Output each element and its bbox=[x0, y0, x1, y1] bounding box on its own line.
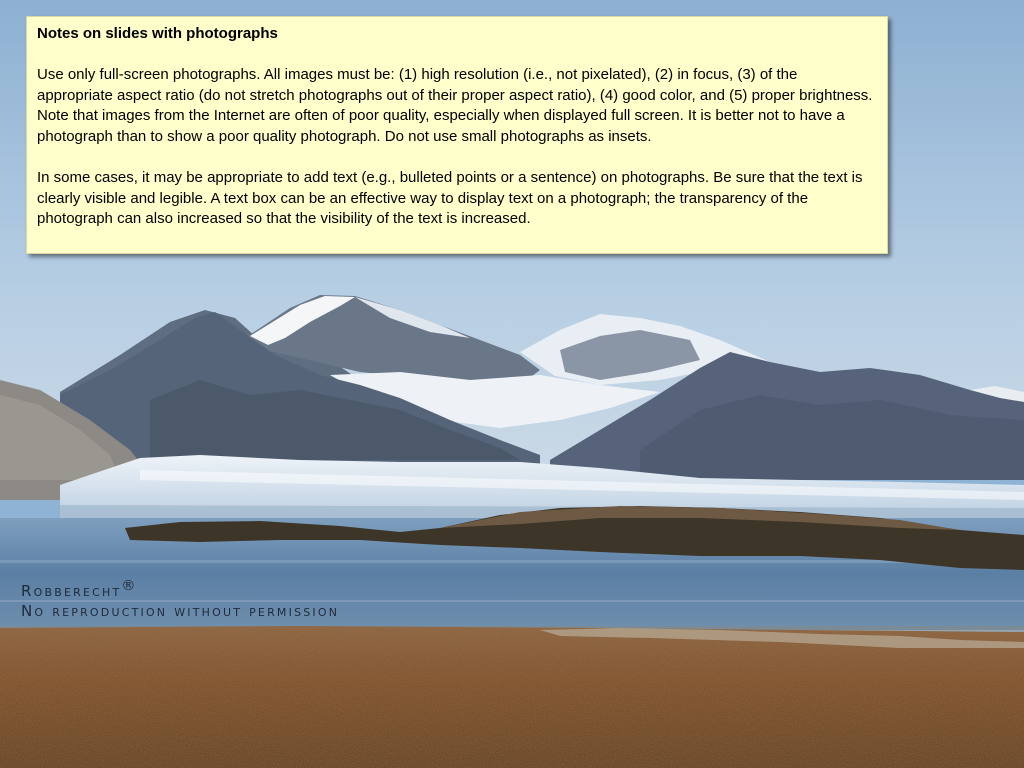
photo-credit bbox=[21, 576, 339, 621]
notes-text-box bbox=[26, 16, 888, 254]
notes-paragraph-2: In some cases, it may be appropriate to add text (e.g., bulleted points or a sentence) on photographs. Be sure that the text is clearly visible and legible. A text box can be an effective way to display text on a photograph; the transparency of the photograph can also increased so that the visibility of the text is increased. bbox=[37, 169, 863, 228]
notes-paragraph-1: Use only full-screen photographs. All images must be: (1) high resolution (i.e., not pixelated), (2) in focus, (3) of the appropriate aspect ratio (do not stretch photographs out of their proper aspect ratio), (4) good color, and (5) proper brightness. Note that images from the Internet are often of poor quality, especially when displayed full screen. It is better not to have a photograph than to show a poor quality photograph. Do not use small photographs as insets. bbox=[37, 66, 873, 145]
notes-title: Notes on slides with photographs bbox=[37, 25, 278, 42]
credit-name: Robberecht bbox=[21, 582, 122, 600]
credit-name-line bbox=[21, 576, 339, 601]
credit-permission-line: No reproduction without permission bbox=[21, 602, 340, 620]
registered-mark: ® bbox=[121, 578, 138, 594]
